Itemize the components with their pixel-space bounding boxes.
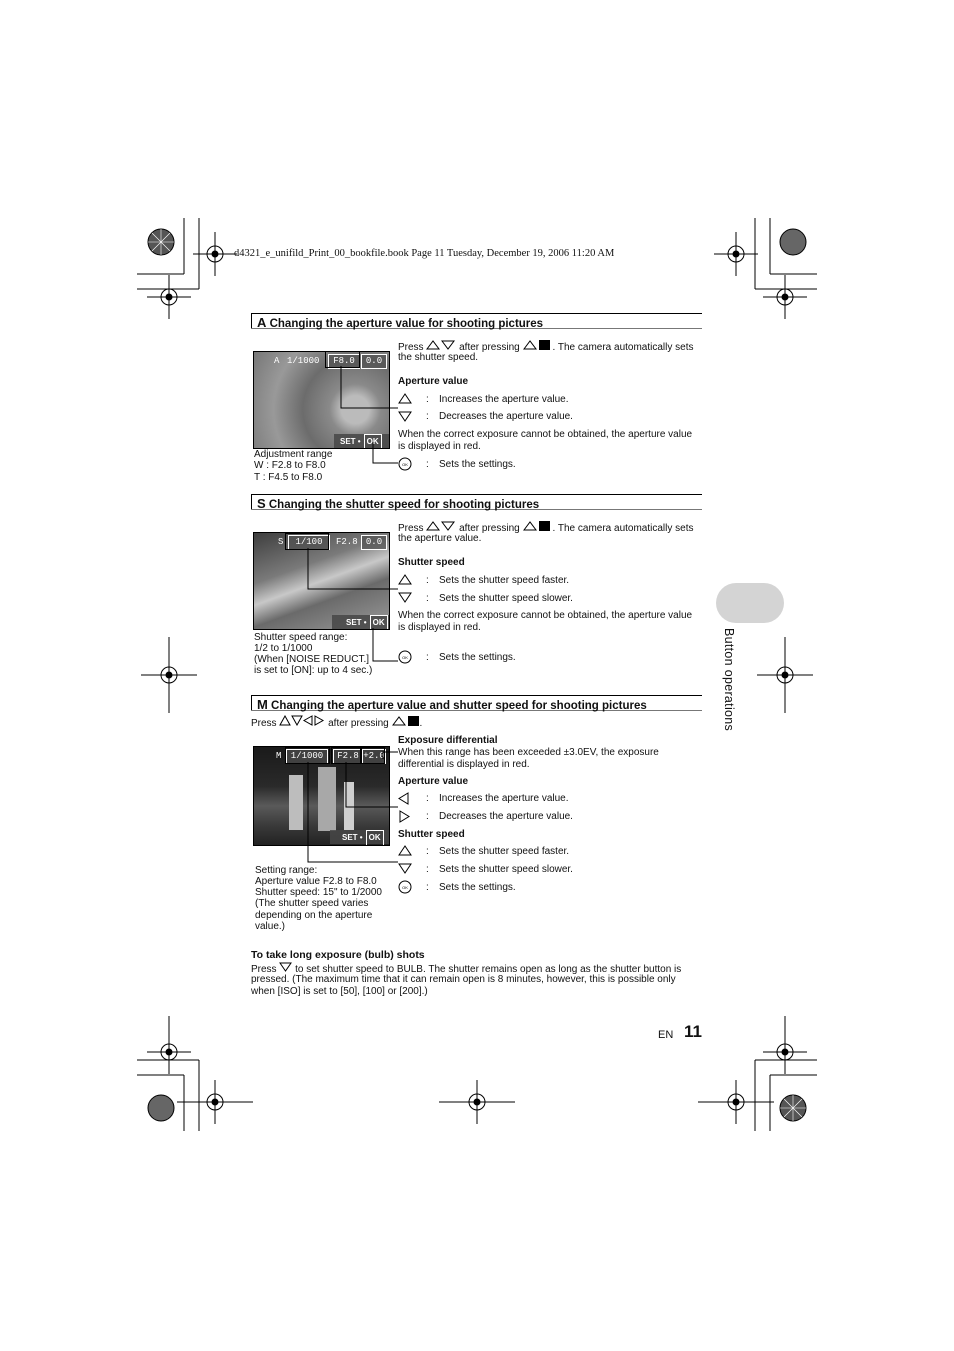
note-line: When the correct exposure cannot be obtained, the aperture value xyxy=(398,429,693,440)
footer-lang: EN xyxy=(658,1029,674,1041)
down-arrow-icon xyxy=(398,863,412,874)
callout-lines xyxy=(306,746,400,866)
item-text: Sets the shutter speed faster. xyxy=(439,846,570,857)
note-line: differential is displayed in red. xyxy=(398,759,530,770)
lcd-aperture: F8.0 xyxy=(328,354,360,369)
svg-text:OK: OK xyxy=(402,462,408,467)
mode-letter: S xyxy=(257,496,266,511)
item-text: Increases the aperture value. xyxy=(439,793,569,804)
range-line: Shutter speed range: xyxy=(254,632,348,643)
lcd-set: SET xyxy=(346,618,362,627)
bulb-line: Press to set shutter speed to BULB. The shutter remains open as long as the shutter button is xyxy=(251,964,682,975)
ok-func-icon xyxy=(398,457,412,471)
note-line: When the correct exposure cannot be obtained, the aperture value xyxy=(398,610,693,621)
range-line: (The shutter speed varies xyxy=(255,898,369,909)
ok-func-icon xyxy=(398,880,412,894)
lcd-ev: 0.0 xyxy=(361,535,387,550)
colon: : xyxy=(426,593,429,604)
item-text: Decreases the aperture value. xyxy=(439,411,573,422)
range-line: 1/2 to 1/1000 xyxy=(254,643,313,654)
lcd-ev: 0.0 xyxy=(361,354,387,369)
item-text: Sets the settings. xyxy=(439,652,516,663)
range-line: Aperture value F2.8 to F8.0 xyxy=(255,876,377,887)
subsection-title: Shutter speed xyxy=(398,829,465,840)
lcd-shutter: 1/100 xyxy=(288,535,330,550)
bulb-title: To take long exposure (bulb) shots xyxy=(251,949,425,961)
press-instruction: Press after pressing . The camera automatically sets xyxy=(398,342,694,353)
section-title: Changing the aperture value and shutter speed for shooting pictures xyxy=(271,700,647,712)
lcd-set-bar: SET • OK xyxy=(334,434,390,448)
item-text: Sets the shutter speed slower. xyxy=(439,593,573,604)
range-t: T : F4.5 to F8.0 xyxy=(254,472,323,483)
press-instruction: Press after pressing . xyxy=(251,715,422,730)
section-heading xyxy=(257,315,543,330)
down-arrow-icon xyxy=(398,411,412,422)
lcd-ok: OK xyxy=(370,615,388,630)
svg-text:OK: OK xyxy=(402,885,408,890)
up-down-arrows-icon xyxy=(426,521,456,531)
up-down-arrows-icon xyxy=(426,340,456,350)
lcd-aperture: F2.8 xyxy=(333,749,363,764)
lcd-ok: OK xyxy=(366,830,384,846)
range-line: value.) xyxy=(255,921,286,932)
up-exposure-icon xyxy=(523,521,553,531)
subsection-title: Shutter speed xyxy=(398,557,465,568)
up-arrow-icon xyxy=(398,845,412,856)
item-text: Increases the aperture value. xyxy=(439,394,569,405)
callout-lines xyxy=(306,548,400,663)
section-heading xyxy=(257,697,647,712)
bulb-line: when [ISO] is set to [50], [100] or [200].) xyxy=(251,986,428,997)
item-text: Sets the shutter speed faster. xyxy=(439,575,570,586)
lcd-ok: OK xyxy=(364,434,382,449)
down-arrow-icon xyxy=(398,592,412,603)
range-line: Shutter speed: 15" to 1/2000 xyxy=(255,887,382,898)
lcd-set-bar: SET • OK xyxy=(330,830,390,844)
section-title: Changing the aperture value for shooting pictures xyxy=(269,318,544,330)
item-text: Sets the shutter speed slower. xyxy=(439,864,573,875)
colon: : xyxy=(426,811,429,822)
svg-text:OK: OK xyxy=(402,655,408,660)
section-title: Changing the shutter speed for shooting pictures xyxy=(268,499,540,511)
lcd-mode: A xyxy=(274,356,280,366)
side-tab-label: Button operations xyxy=(722,628,736,732)
colon: : xyxy=(426,793,429,804)
lcd-set-bar: SET • OK xyxy=(332,615,390,629)
colon: : xyxy=(426,411,429,422)
mode-letter: A xyxy=(257,315,267,330)
item-text: Sets the settings. xyxy=(439,882,516,893)
press-instruction-2: the shutter speed. xyxy=(398,352,479,363)
side-tab xyxy=(716,583,784,623)
lcd-shutter: 1/1000 xyxy=(287,356,320,366)
range-w: W : F2.8 to F8.0 xyxy=(254,460,326,471)
up-arrow-icon xyxy=(398,574,412,585)
press-instruction-2: the aperture value. xyxy=(398,533,482,544)
subsection-title: Exposure differential xyxy=(398,735,498,746)
lcd-mode: M xyxy=(276,751,282,761)
right-arrow-icon xyxy=(398,810,410,823)
mode-letter: M xyxy=(257,697,268,712)
lcd-shutter: 1/1000 xyxy=(286,749,328,764)
range-line: Setting range: xyxy=(255,865,318,876)
colon: : xyxy=(426,394,429,405)
page-number: 11 xyxy=(684,1022,702,1041)
range-line: is set to [ON]: up to 4 sec.) xyxy=(254,665,373,676)
range-line: (When [NOISE REDUCT.] xyxy=(254,654,370,665)
four-way-arrows-icon xyxy=(279,715,325,726)
press-instruction: Press after pressing . The camera automatically sets xyxy=(398,523,694,534)
colon: : xyxy=(426,652,429,663)
range-line: depending on the aperture xyxy=(255,910,373,921)
item-text: Sets the settings. xyxy=(439,459,516,470)
left-arrow-icon xyxy=(398,792,410,805)
section-heading xyxy=(257,496,539,511)
callout-lines xyxy=(340,366,400,466)
item-text: Decreases the aperture value. xyxy=(439,811,573,822)
colon: : xyxy=(426,459,429,470)
subsection-title: Aperture value xyxy=(398,376,469,387)
book-header: d4321_e_unifild_Print_00_bookfile.book Page 11 Tuesday, December 19, 2006 11:20 AM xyxy=(234,248,615,259)
lcd-set: SET xyxy=(340,437,356,446)
lcd-mode: S xyxy=(278,537,284,547)
note-line: When this range has been exceeded ±3.0EV, the exposure xyxy=(398,747,659,758)
colon: : xyxy=(426,846,429,857)
up-arrow-icon xyxy=(398,393,412,404)
bulb-line: pressed. (The maximum time that it can remain open is 8 minutes, however, this is possible only xyxy=(251,974,676,985)
range-title: Adjustment range xyxy=(254,449,333,460)
ok-func-icon xyxy=(398,650,412,664)
colon: : xyxy=(426,575,429,586)
lcd-ev: +2.0 xyxy=(362,749,386,764)
subsection-title: Aperture value xyxy=(398,776,469,787)
down-arrow-icon xyxy=(279,962,292,972)
note-line: is displayed in red. xyxy=(398,622,481,633)
lcd-aperture: F2.8 xyxy=(336,537,358,547)
up-exposure-icon xyxy=(523,340,553,350)
colon: : xyxy=(426,864,429,875)
note-line: is displayed in red. xyxy=(398,441,481,452)
up-exposure-icon xyxy=(392,716,420,726)
lcd-set: SET xyxy=(342,833,358,842)
colon: : xyxy=(426,882,429,893)
